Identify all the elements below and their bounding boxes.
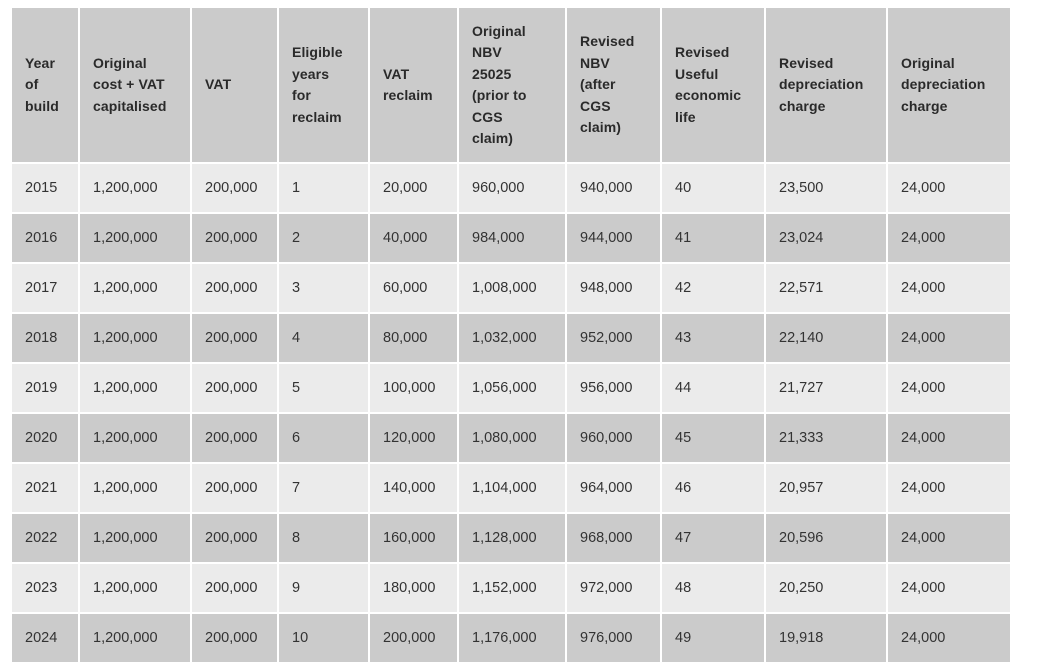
table-cell-revised-nbv: 968,000 <box>566 513 661 563</box>
table-cell-vat: 200,000 <box>191 313 278 363</box>
table-cell-original-cost-vat: 1,200,000 <box>79 563 191 613</box>
table-cell-original-cost-vat: 1,200,000 <box>79 213 191 263</box>
table-cell-vat-reclaim: 120,000 <box>369 413 458 463</box>
table-cell-eligible-years: 9 <box>278 563 369 613</box>
table-cell-original-cost-vat: 1,200,000 <box>79 313 191 363</box>
table-cell-revised-depreciation: 21,333 <box>765 413 887 463</box>
table-cell-original-nbv: 1,128,000 <box>458 513 566 563</box>
table-row <box>12 413 1010 463</box>
table-cell-year-of-build: 2016 <box>12 213 79 263</box>
column-header-line: Original <box>901 54 955 71</box>
table-row <box>12 613 1010 663</box>
table-cell-eligible-years: 7 <box>278 463 369 513</box>
table-cell-revised-depreciation: 23,024 <box>765 213 887 263</box>
table-cell-revised-depreciation: 22,140 <box>765 313 887 363</box>
column-header-line: (after <box>580 76 616 93</box>
table-cell-vat: 200,000 <box>191 463 278 513</box>
table-cell-original-nbv: 1,104,000 <box>458 463 566 513</box>
table-cell-original-cost-vat: 1,200,000 <box>79 363 191 413</box>
column-header-line: capitalised <box>93 97 167 114</box>
table-cell-eligible-years: 4 <box>278 313 369 363</box>
table-cell-revised-depreciation: 23,500 <box>765 163 887 213</box>
table-cell-revised-nbv: 976,000 <box>566 613 661 663</box>
table-cell-original-nbv: 960,000 <box>458 163 566 213</box>
table-cell-original-nbv: 1,056,000 <box>458 363 566 413</box>
table-cell-original-cost-vat: 1,200,000 <box>79 513 191 563</box>
column-header-line: claim) <box>580 119 622 136</box>
table-cell-revised-useful-life: 47 <box>661 513 765 563</box>
table-cell-original-depreciation: 24,000 <box>887 313 1010 363</box>
table-cell-year-of-build: 2017 <box>12 263 79 313</box>
table-cell-original-cost-vat: 1,200,000 <box>79 613 191 663</box>
table-cell-vat: 200,000 <box>191 213 278 263</box>
column-header-line: economic <box>675 87 742 103</box>
table-cell-original-cost-vat: 1,200,000 <box>79 463 191 513</box>
column-header-line: Revised <box>779 54 834 71</box>
column-header-line: Original <box>472 22 526 39</box>
header-row <box>12 8 1010 163</box>
table-cell-year-of-build: 2021 <box>12 463 79 513</box>
table-cell-original-depreciation: 24,000 <box>887 363 1010 413</box>
table-cell-year-of-build: 2019 <box>12 363 79 413</box>
column-header-line: reclaim <box>383 87 433 103</box>
table-cell-revised-depreciation: 20,957 <box>765 463 887 513</box>
column-header-line: Useful <box>675 65 719 82</box>
table-cell-eligible-years: 10 <box>278 613 369 663</box>
table-cell-revised-nbv: 960,000 <box>566 413 661 463</box>
column-header-line: reclaim <box>292 108 342 125</box>
table-cell-vat: 200,000 <box>191 263 278 313</box>
table-cell-revised-nbv: 944,000 <box>566 213 661 263</box>
table-cell-revised-useful-life: 40 <box>661 163 765 213</box>
table-cell-original-nbv: 1,152,000 <box>458 563 566 613</box>
table-cell-vat: 200,000 <box>191 513 278 563</box>
column-header-eligible-years <box>278 8 369 163</box>
table-cell-revised-useful-life: 44 <box>661 363 765 413</box>
column-header-line: Revised <box>675 44 730 60</box>
table-row <box>12 313 1010 363</box>
table-cell-original-depreciation: 24,000 <box>887 163 1010 213</box>
column-header-line: VAT <box>205 76 232 93</box>
column-header-line: Eligible <box>292 44 343 60</box>
column-header-line: NBV <box>472 44 502 60</box>
table-cell-vat-reclaim: 140,000 <box>369 463 458 513</box>
table-cell-revised-depreciation: 19,918 <box>765 613 887 663</box>
table-cell-vat: 200,000 <box>191 613 278 663</box>
table-cell-original-nbv: 1,008,000 <box>458 263 566 313</box>
table-cell-vat: 200,000 <box>191 163 278 213</box>
column-header-line: CGS <box>472 108 503 125</box>
table-cell-original-nbv: 984,000 <box>458 213 566 263</box>
column-header-original-depreciation <box>887 8 1010 163</box>
table-cell-original-depreciation: 24,000 <box>887 263 1010 313</box>
table-cell-eligible-years: 8 <box>278 513 369 563</box>
column-header-line: years <box>292 65 330 82</box>
table-cell-revised-useful-life: 42 <box>661 263 765 313</box>
column-header-revised-nbv <box>566 8 661 163</box>
column-header-original-nbv <box>458 8 566 163</box>
table-cell-eligible-years: 2 <box>278 213 369 263</box>
table-cell-vat-reclaim: 20,000 <box>369 163 458 213</box>
table-cell-revised-useful-life: 41 <box>661 213 765 263</box>
table-cell-vat-reclaim: 80,000 <box>369 313 458 363</box>
table-cell-revised-depreciation: 21,727 <box>765 363 887 413</box>
table-row <box>12 563 1010 613</box>
table-cell-revised-useful-life: 46 <box>661 463 765 513</box>
table-cell-original-depreciation: 24,000 <box>887 463 1010 513</box>
table-cell-revised-useful-life: 45 <box>661 413 765 463</box>
table-cell-revised-nbv: 940,000 <box>566 163 661 213</box>
table-cell-revised-useful-life: 43 <box>661 313 765 363</box>
column-header-vat-reclaim <box>369 8 458 163</box>
column-header-line: life <box>675 108 696 125</box>
column-header-line: (prior to <box>472 87 527 103</box>
table-cell-original-nbv: 1,176,000 <box>458 613 566 663</box>
table-cell-vat: 200,000 <box>191 563 278 613</box>
table-cell-vat-reclaim: 60,000 <box>369 263 458 313</box>
table-cell-vat-reclaim: 180,000 <box>369 563 458 613</box>
column-header-line: depreciation <box>779 76 864 93</box>
table-row <box>12 213 1010 263</box>
table-body <box>12 163 1010 663</box>
table-cell-original-depreciation: 24,000 <box>887 563 1010 613</box>
table-cell-year-of-build: 2022 <box>12 513 79 563</box>
table-cell-eligible-years: 1 <box>278 163 369 213</box>
table-cell-original-depreciation: 24,000 <box>887 613 1010 663</box>
table-cell-original-nbv: 1,032,000 <box>458 313 566 363</box>
table-cell-year-of-build: 2020 <box>12 413 79 463</box>
table-cell-revised-nbv: 956,000 <box>566 363 661 413</box>
table-cell-year-of-build: 2024 <box>12 613 79 663</box>
table-cell-revised-useful-life: 49 <box>661 613 765 663</box>
table-row <box>12 463 1010 513</box>
table-cell-original-cost-vat: 1,200,000 <box>79 413 191 463</box>
table-row <box>12 513 1010 563</box>
column-header-line: Revised <box>580 33 635 50</box>
table-cell-vat: 200,000 <box>191 363 278 413</box>
column-header-line: for <box>292 87 311 103</box>
table-cell-original-depreciation: 24,000 <box>887 413 1010 463</box>
column-header-line: 25025 <box>472 65 512 82</box>
table-cell-vat-reclaim: 200,000 <box>369 613 458 663</box>
table-row <box>12 163 1010 213</box>
column-header-line: build <box>25 97 59 114</box>
column-header-line: of <box>25 76 39 93</box>
table-cell-revised-nbv: 952,000 <box>566 313 661 363</box>
column-header-line: claim) <box>472 130 514 146</box>
table-cell-eligible-years: 3 <box>278 263 369 313</box>
column-header-line: depreciation <box>901 76 986 93</box>
table-cell-vat: 200,000 <box>191 413 278 463</box>
table-cell-original-depreciation: 24,000 <box>887 513 1010 563</box>
table-cell-original-nbv: 1,080,000 <box>458 413 566 463</box>
table-cell-revised-nbv: 972,000 <box>566 563 661 613</box>
table-cell-vat-reclaim: 40,000 <box>369 213 458 263</box>
column-header-revised-depreciation <box>765 8 887 163</box>
table-cell-eligible-years: 6 <box>278 413 369 463</box>
column-header-line: CGS <box>580 97 611 114</box>
column-header-original-cost-vat <box>79 8 191 163</box>
column-header-line: cost + VAT <box>93 76 165 93</box>
table-cell-year-of-build: 2023 <box>12 563 79 613</box>
table-cell-year-of-build: 2015 <box>12 163 79 213</box>
table-cell-original-cost-vat: 1,200,000 <box>79 263 191 313</box>
table-cell-revised-depreciation: 22,571 <box>765 263 887 313</box>
column-header-line: charge <box>901 97 948 114</box>
table-cell-vat-reclaim: 100,000 <box>369 363 458 413</box>
table-cell-original-cost-vat: 1,200,000 <box>79 163 191 213</box>
table-row <box>12 363 1010 413</box>
column-header-year-of-build <box>12 8 79 163</box>
table-row <box>12 263 1010 313</box>
table-cell-revised-depreciation: 20,596 <box>765 513 887 563</box>
table-cell-vat-reclaim: 160,000 <box>369 513 458 563</box>
table-cell-revised-depreciation: 20,250 <box>765 563 887 613</box>
table-cell-eligible-years: 5 <box>278 363 369 413</box>
table-cell-revised-nbv: 948,000 <box>566 263 661 313</box>
table-cell-original-depreciation: 24,000 <box>887 213 1010 263</box>
table-cell-revised-nbv: 964,000 <box>566 463 661 513</box>
column-header-vat <box>191 8 278 163</box>
cgs-depreciation-table <box>12 8 1010 664</box>
column-header-revised-useful-life <box>661 8 765 163</box>
table-cell-year-of-build: 2018 <box>12 313 79 363</box>
column-header-line: Year <box>25 54 55 71</box>
table-cell-revised-useful-life: 48 <box>661 563 765 613</box>
column-header-line: VAT <box>383 65 410 82</box>
column-header-line: NBV <box>580 54 610 71</box>
table-header <box>12 8 1010 163</box>
column-header-line: Original <box>93 54 147 71</box>
column-header-line: charge <box>779 97 826 114</box>
